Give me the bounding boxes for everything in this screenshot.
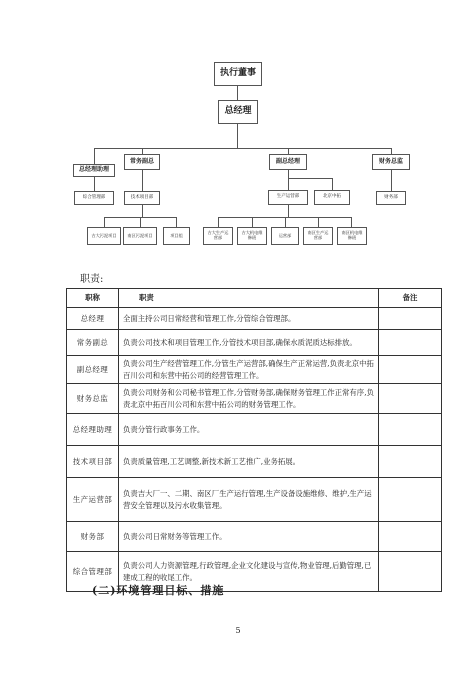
role-cell: 生产运营部 (67, 478, 119, 522)
table-row (67, 330, 442, 356)
note-cell (379, 330, 442, 356)
org-node-beijing-zhongtuo (314, 190, 350, 205)
connector-line (237, 124, 238, 148)
org-node-leaf (337, 227, 367, 245)
connector-line (104, 217, 105, 227)
org-node-deputy-gm (269, 154, 307, 170)
role-cell: 副总经理 (67, 356, 119, 384)
role-cell: 财务总监 (67, 384, 119, 414)
org-node-tech-project-dept (124, 191, 160, 205)
note-cell (379, 522, 442, 552)
duty-cell: 负责分管行政事务工作。 (119, 414, 379, 446)
note-cell (379, 384, 442, 414)
connector-line (288, 178, 289, 190)
org-node-leaf (163, 227, 190, 245)
org-node-leaf (271, 227, 299, 245)
org-node-label: 南区生产运营部 (307, 230, 329, 240)
table-row (67, 384, 442, 414)
table-header-row (67, 289, 442, 308)
org-node-assistant-gm (73, 164, 115, 177)
connector-line (140, 217, 141, 227)
note-cell (379, 478, 442, 522)
table-row (67, 478, 442, 522)
note-cell (379, 446, 442, 478)
connector-line (94, 177, 95, 191)
connector-line (288, 205, 289, 217)
connector-line (332, 178, 333, 190)
connector-line (94, 148, 391, 149)
table-row (67, 356, 442, 384)
org-node-executive-director (214, 62, 262, 86)
table-row (67, 446, 442, 478)
org-node-label: 财务部 (384, 194, 398, 200)
org-node-label: 吉大机电维修班 (241, 230, 263, 240)
table-row (67, 522, 442, 552)
connector-line (288, 170, 289, 178)
org-node-label: 副总经理 (275, 157, 300, 165)
org-node-cfo (372, 154, 410, 170)
org-node-label: 项目组 (170, 232, 183, 238)
org-node-label: 南区污泥项目 (127, 232, 153, 238)
org-node-label: 运营部 (278, 232, 292, 238)
column-header-role: 职称 (67, 289, 119, 308)
org-node-leaf (123, 227, 157, 245)
org-node-label: 南区机电维修班 (341, 230, 363, 240)
org-node-leaf (87, 227, 121, 245)
org-node-leaf (237, 227, 267, 245)
org-node-label: 综合管理部 (82, 194, 106, 200)
org-node-label: 吉大污泥项目 (91, 232, 117, 238)
table-row (67, 308, 442, 330)
duty-cell: 负责公司技术和项目管理工作,分管技术项目部,确保水质泥质达标排放。 (119, 330, 379, 356)
org-node-label: 吉大生产运营部 (207, 230, 229, 240)
connector-line (351, 217, 352, 227)
connector-line (252, 217, 253, 227)
note-cell (379, 414, 442, 446)
org-node-finance-dept (376, 191, 406, 205)
note-cell (379, 308, 442, 330)
role-cell: 总经理助理 (67, 414, 119, 446)
page-number: 5 (235, 626, 241, 635)
org-node-general-manager (218, 100, 258, 124)
org-node-label: 总经理 (224, 106, 252, 117)
duty-cell: 全面主持公司日常经营和管理工作,分管综合管理部。 (119, 308, 379, 330)
role-cell: 总经理 (67, 308, 119, 330)
org-node-label: 常务副总 (129, 157, 154, 165)
org-node-label: 生产运营部 (276, 194, 300, 200)
role-cell: 常务副总 (67, 330, 119, 356)
duty-cell: 负责公司财务和公司秘书管理工作,分管财务部,确保财务管理工作正常有序,负责北京中拓百川公司和东营中拓公司的财务管理工作。 (119, 384, 379, 414)
duty-cell: 负责质量管理,工艺调整,新技术新工艺推广,业务拓展。 (119, 446, 379, 478)
duty-cell: 负责公司人力资源管理,行政管理,企业文化建设与宣传,物业管理,后勤管理,已建成工程的收尾工作。 (119, 552, 379, 592)
org-node-label: 财务总监 (378, 157, 403, 165)
table-row (67, 414, 442, 446)
column-header-duty: 职责 (119, 289, 379, 308)
org-node-label: 执行董事 (219, 68, 256, 79)
connector-line (218, 217, 219, 227)
role-cell: 财务部 (67, 522, 119, 552)
duties-caption: 职责: (80, 274, 104, 285)
note-cell (379, 552, 442, 592)
role-cell: 综合管理部 (67, 552, 119, 592)
connector-line (391, 170, 392, 191)
org-node-comprehensive-dept (74, 191, 114, 205)
org-node-label: 北京中拓 (323, 194, 341, 200)
org-node-deputy-executive (124, 154, 160, 170)
section-title: (二)环境管理目标、措施 (92, 584, 225, 597)
org-node-leaf (303, 227, 333, 245)
connector-line (142, 170, 143, 191)
duty-cell: 负责公司日常财务等管理工作。 (119, 522, 379, 552)
duties-table (66, 288, 442, 592)
org-node-label: 技术项目部 (130, 194, 154, 200)
connector-line (285, 217, 286, 227)
org-node-production-dept (268, 190, 308, 205)
connector-line (237, 86, 238, 100)
connector-line (318, 217, 319, 227)
connector-line (288, 178, 333, 179)
connector-line (94, 148, 95, 164)
org-node-label: 总经理助理 (78, 166, 109, 174)
connector-line (176, 217, 177, 227)
role-cell: 技术项目部 (67, 446, 119, 478)
org-node-leaf (203, 227, 233, 245)
org-chart (0, 0, 476, 260)
note-cell (379, 356, 442, 384)
duty-cell: 负责公司生产经营管理工作,分管生产运营部,确保生产正常运营,负责北京中拓百川公司和东营中拓公司的经营管理工作。 (119, 356, 379, 384)
connector-line (142, 205, 143, 217)
column-header-note: 备注 (379, 289, 442, 308)
duty-cell: 负责吉大厂一、二期、南区厂生产运行管理,生产设备设施维修、维护,生产运营安全管理以及污水收集管理。 (119, 478, 379, 522)
